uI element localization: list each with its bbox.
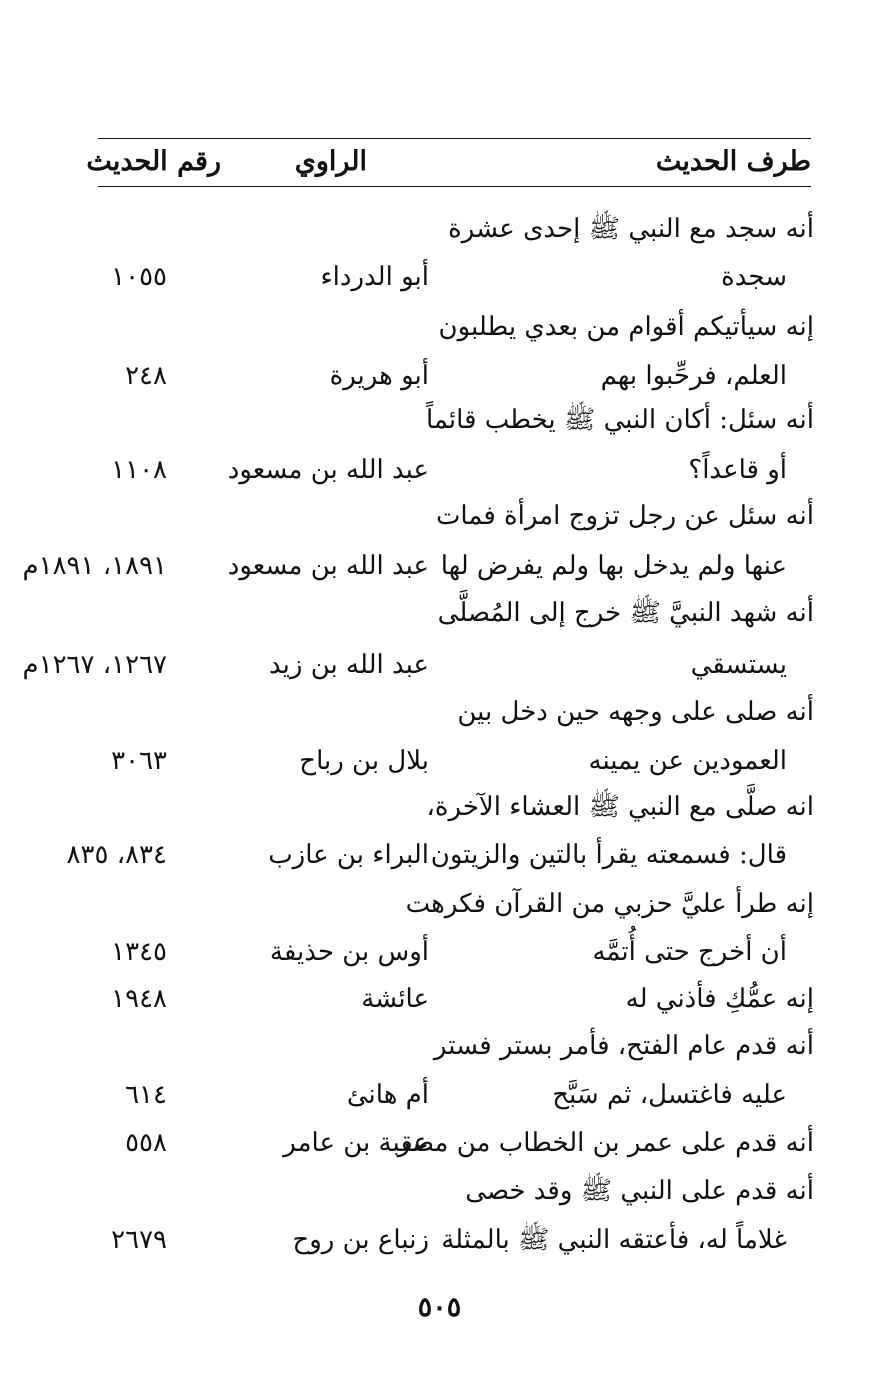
hadith-text: أنه قدم عام الفتح، فأمر بستر فستر — [433, 1031, 814, 1061]
hadith-text-cont: سجدة — [721, 262, 787, 292]
hadith-number: ١١٠٨ — [111, 455, 167, 485]
hadith-text-cont: عنها ولم يدخل بها ولم يفرض لها — [440, 551, 787, 581]
narrator: عبد الله بن مسعود — [227, 551, 429, 581]
narrator: أم هانئ — [346, 1080, 429, 1110]
hadith-number: ٨٣٤، ٨٣٥ — [66, 840, 167, 870]
header-rule — [98, 186, 811, 187]
hadith-text: أنه قدم على عمر بن الخطاب من مصر — [397, 1128, 814, 1158]
hadith-text: أنه سئل عن رجل تزوج امرأة فمات — [435, 501, 814, 531]
narrator: عائشة — [361, 984, 429, 1014]
hadith-number: ٢٦٧٩ — [111, 1225, 167, 1255]
narrator: عبد الله بن مسعود — [227, 455, 429, 485]
hadith-text-cont: عليه فاغتسل، ثم سَبَّح — [552, 1080, 787, 1110]
narrator: زنباع بن روح — [292, 1225, 429, 1255]
top-rule — [98, 138, 811, 139]
narrator: بلال بن رباح — [299, 746, 429, 776]
page-number: ٥٠٥ — [417, 1292, 462, 1323]
narrator: عبد الله بن زيد — [269, 650, 429, 680]
hadith-number: ٣٠٦٣ — [111, 746, 167, 776]
hadith-text: إنه عمُّكِ فأذني له — [625, 984, 814, 1014]
hadith-text: أنه صلى على وجهه حين دخل بين — [457, 697, 814, 727]
hadith-number: ١٠٥٥ — [111, 262, 167, 292]
hadith-text-cont: أن أخرج حتى أُتمَّه — [592, 937, 787, 967]
narrator: أوس بن حذيفة — [269, 937, 429, 967]
hadith-text-cont: قال: فسمعته يقرأ بالتين والزيتون — [430, 840, 787, 870]
hadith-text-cont: غلاماً له، فأعتقه النبي ﷺ بالمثلة — [441, 1225, 787, 1255]
header-hadith-excerpt: طرف الحديث — [655, 146, 811, 177]
hadith-text: أنه سجد مع النبي ﷺ إحدى عشرة — [448, 214, 814, 244]
header-narrator: الراوي — [294, 146, 367, 177]
narrator: أبو الدرداء — [320, 262, 429, 292]
hadith-text: إنه سيأتيكم أقوام من بعدي يطلبون — [438, 312, 814, 342]
hadith-text-cont: العمودين عن يمينه — [588, 746, 787, 776]
hadith-number: ١٢٦٧، ١٢٦٧م — [22, 650, 167, 680]
hadith-number: ١٩٤٨ — [111, 984, 167, 1014]
hadith-text: إنه طرأ عليَّ حزبي من القرآن فكرهت — [405, 889, 814, 919]
hadith-number: ٢٤٨ — [125, 361, 167, 391]
hadith-text-cont: العلم، فرحِّبوا بهم — [600, 361, 787, 391]
hadith-number: ٥٥٨ — [125, 1128, 167, 1158]
hadith-text-cont: يستسقي — [690, 650, 787, 680]
hadith-text: انه صلَّى مع النبي ﷺ العشاء الآخرة، — [426, 792, 814, 822]
hadith-text: أنه قدم على النبي ﷺ وقد خصى — [465, 1176, 814, 1206]
hadith-number: ١٣٤٥ — [111, 937, 167, 967]
hadith-number: ١٨٩١، ١٨٩١م — [22, 551, 167, 581]
hadith-text: أنه شهد النبيَّ ﷺ خرج إلى المُصلَّى — [437, 598, 814, 628]
narrator: عقبة بن عامر — [283, 1128, 429, 1158]
hadith-text-cont: أو قاعداً؟ — [688, 455, 787, 485]
narrator: أبو هريرة — [329, 361, 429, 391]
header-hadith-number: رقم الحديث — [86, 146, 221, 177]
narrator: البراء بن عازب — [268, 840, 429, 870]
hadith-text: أنه سئل: أكان النبي ﷺ يخطب قائماً — [425, 405, 814, 435]
hadith-number: ٦١٤ — [125, 1080, 167, 1110]
